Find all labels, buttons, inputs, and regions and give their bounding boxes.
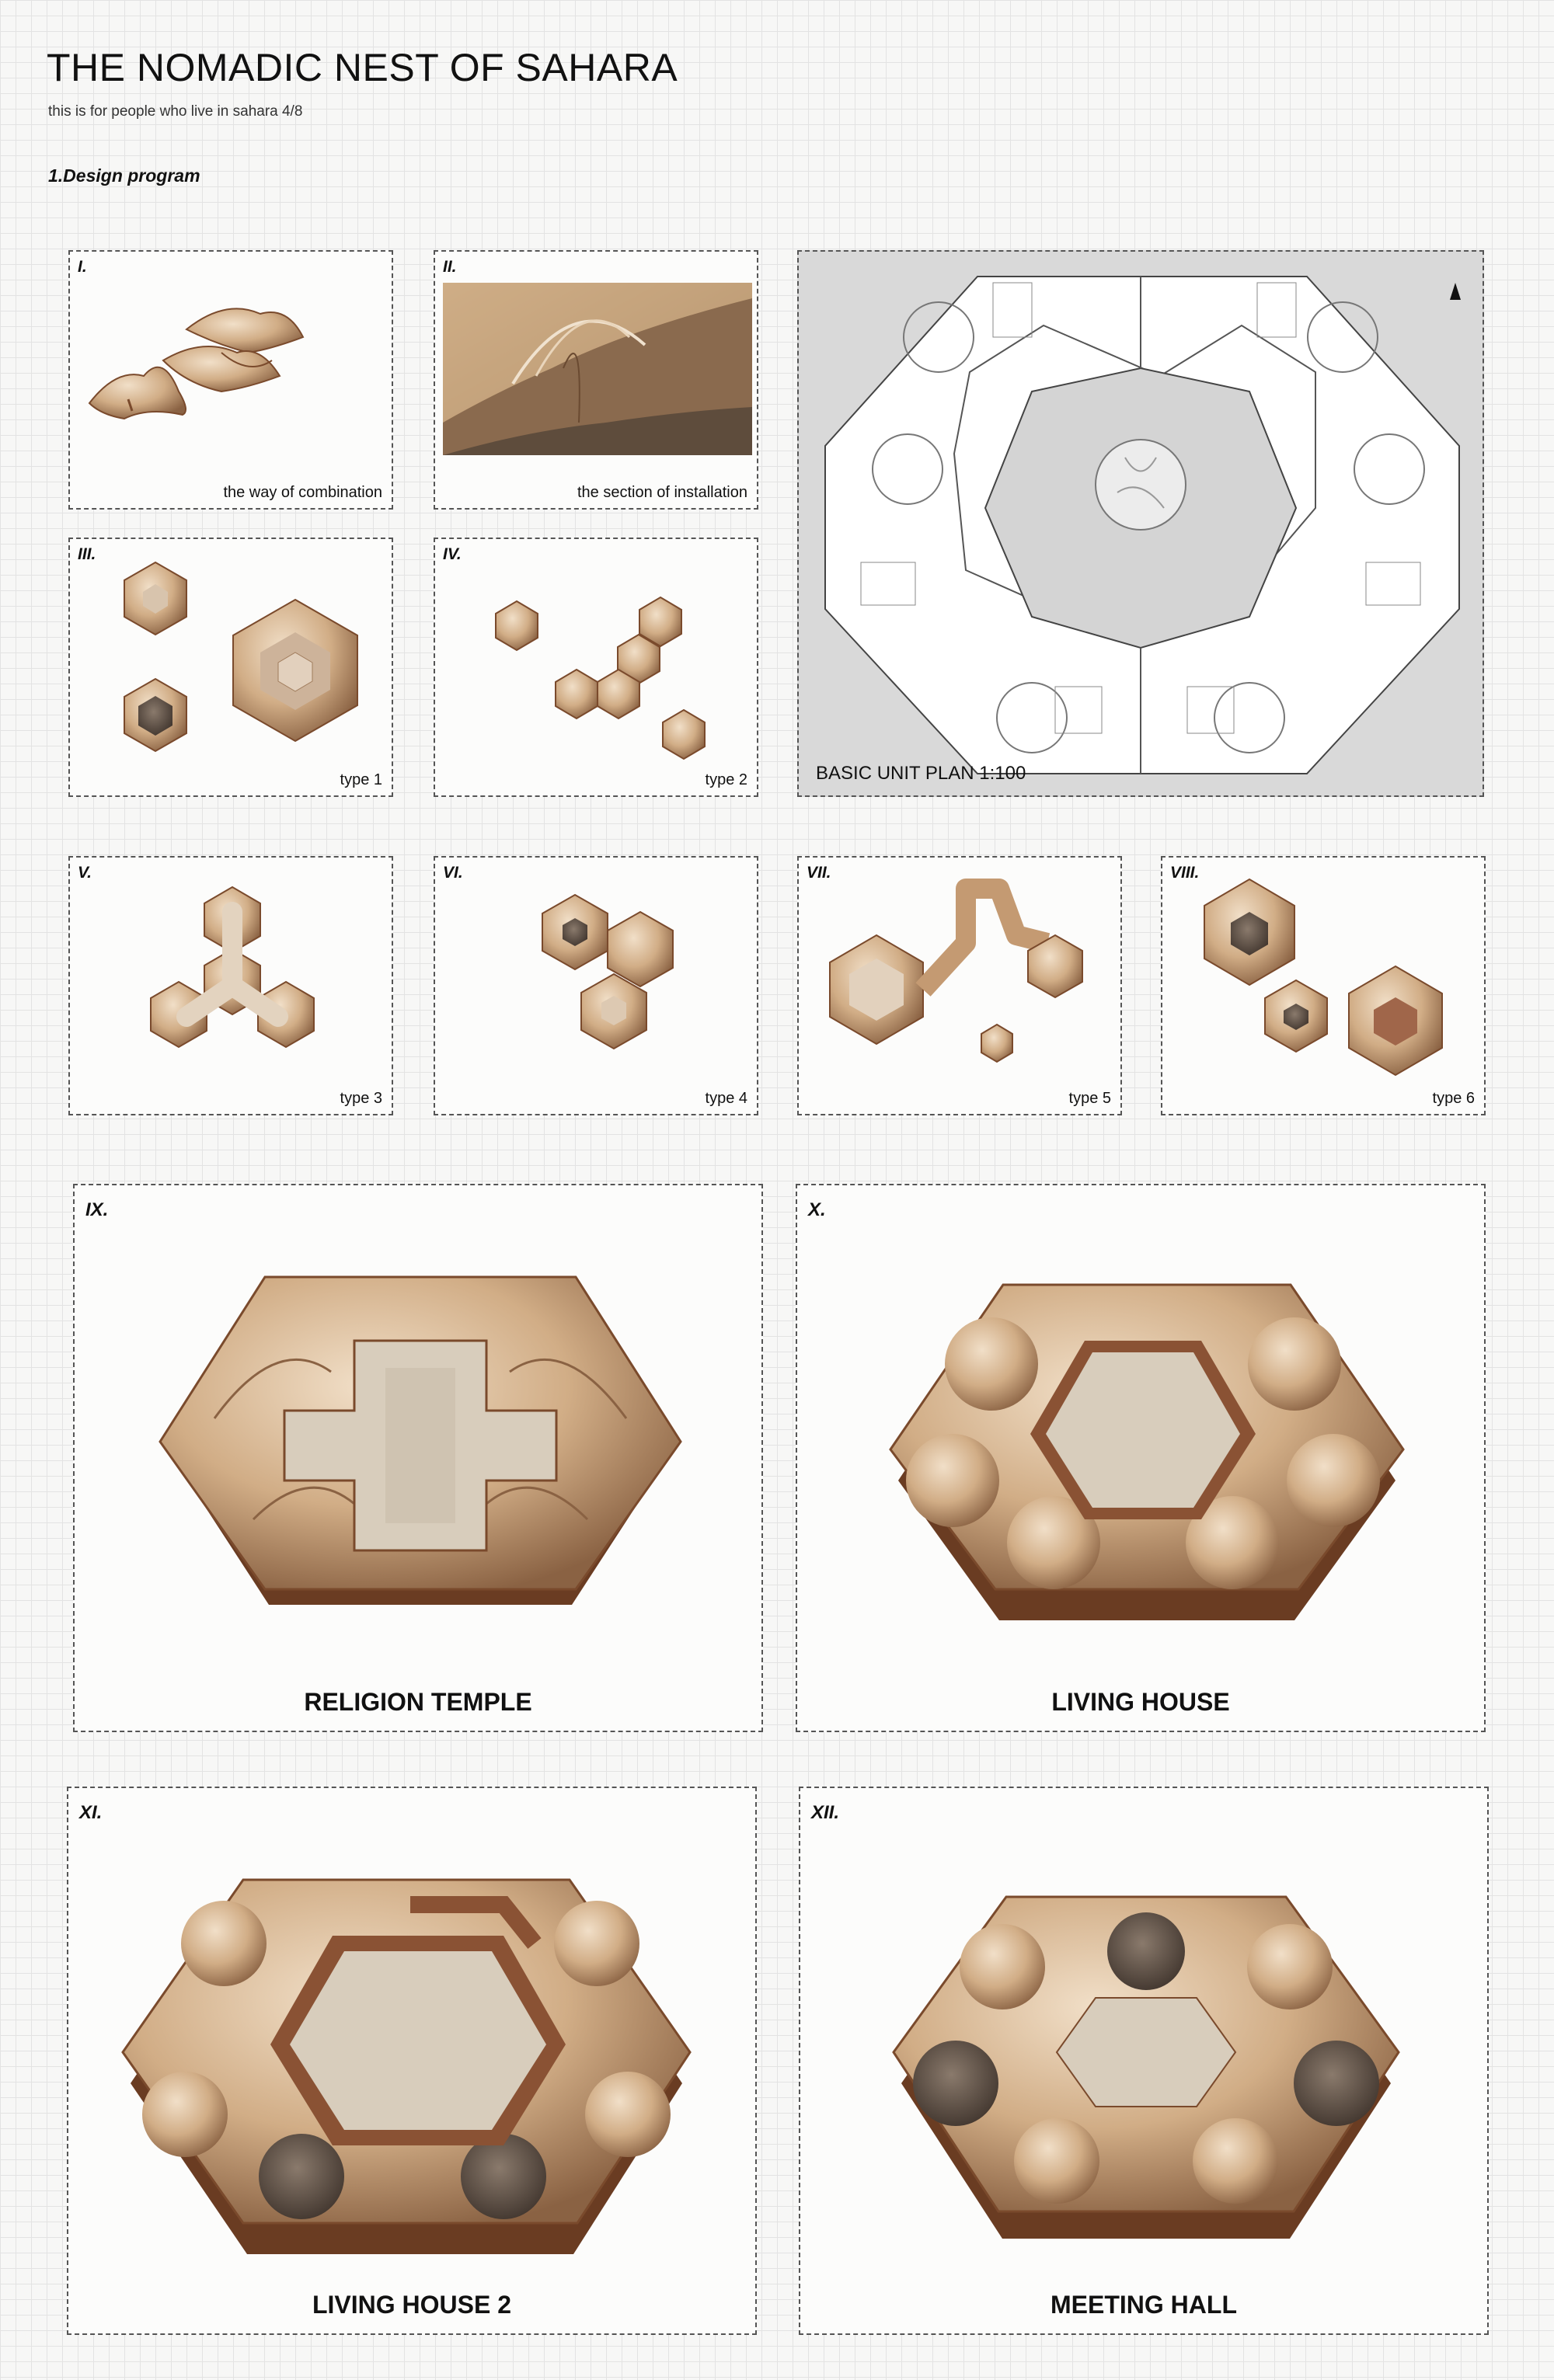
panel-number: XI. — [79, 1802, 103, 1823]
panel-type-5 — [797, 856, 1122, 1115]
panel-type-4 — [434, 856, 758, 1115]
meeting-hall-render — [800, 1788, 1490, 2337]
panel-caption: RELIGION TEMPLE — [304, 1688, 532, 1716]
type-4-hexagon-units — [435, 858, 760, 1117]
panel-caption: type 4 — [705, 1090, 747, 1107]
panel-number: VIII. — [1170, 864, 1200, 882]
panel-combination — [68, 250, 393, 510]
panel-number: X. — [808, 1199, 826, 1220]
panel-number: I. — [78, 258, 87, 276]
panel-caption: MEETING HALL — [1051, 2291, 1237, 2319]
panel-number: V. — [78, 864, 92, 882]
type-1-hexagon-units — [70, 539, 395, 799]
panel-caption: type 6 — [1432, 1090, 1475, 1107]
panel-living-house — [796, 1184, 1486, 1732]
panel-caption: the way of combination — [223, 484, 382, 501]
dome-combination-illustration — [70, 252, 395, 511]
panel-section — [434, 250, 758, 510]
living-house-render — [797, 1185, 1487, 1734]
panel-caption: LIVING HOUSE 2 — [312, 2291, 512, 2319]
panel-religion-temple — [73, 1184, 763, 1732]
installation-section-image — [435, 252, 760, 511]
panel-caption: type 1 — [340, 771, 382, 788]
panel-basic-unit-plan — [797, 250, 1484, 797]
panel-caption: type 2 — [705, 771, 747, 788]
panel-number: VII. — [807, 864, 831, 882]
panel-type-6 — [1161, 856, 1486, 1115]
panel-meeting-hall — [799, 1787, 1489, 2335]
panel-number: III. — [78, 545, 96, 563]
panel-number: IX. — [85, 1199, 109, 1220]
type-3-hexagon-units — [70, 858, 395, 1117]
type-6-hexagon-units — [1162, 858, 1487, 1117]
panel-number: XII. — [811, 1802, 840, 1823]
section-heading: 1.Design program — [48, 165, 200, 186]
panel-number: IV. — [443, 545, 462, 563]
page-subtitle: this is for people who live in sahara 4/8 — [48, 103, 303, 120]
page-title: THE NOMADIC NEST OF SAHARA — [47, 46, 678, 89]
panel-caption: type 3 — [340, 1090, 382, 1107]
religion-temple-render — [75, 1185, 765, 1734]
north-arrow-icon — [1450, 283, 1461, 300]
panel-type-1 — [68, 538, 393, 797]
panel-type-2 — [434, 538, 758, 797]
panel-number: II. — [443, 258, 457, 276]
panel-type-3 — [68, 856, 393, 1115]
basic-unit-floor-plan — [799, 252, 1486, 799]
type-2-hexagon-units — [435, 539, 760, 799]
living-house-2-render — [68, 1788, 758, 2337]
panel-caption: LIVING HOUSE — [1051, 1688, 1230, 1716]
plan-caption: BASIC UNIT PLAN 1:100 — [816, 763, 1026, 784]
panel-living-house-2 — [67, 1787, 757, 2335]
panel-number: VI. — [443, 864, 463, 882]
panel-caption: type 5 — [1068, 1090, 1111, 1107]
panel-caption: the section of installation — [577, 484, 747, 501]
type-5-hexagon-units — [799, 858, 1124, 1117]
